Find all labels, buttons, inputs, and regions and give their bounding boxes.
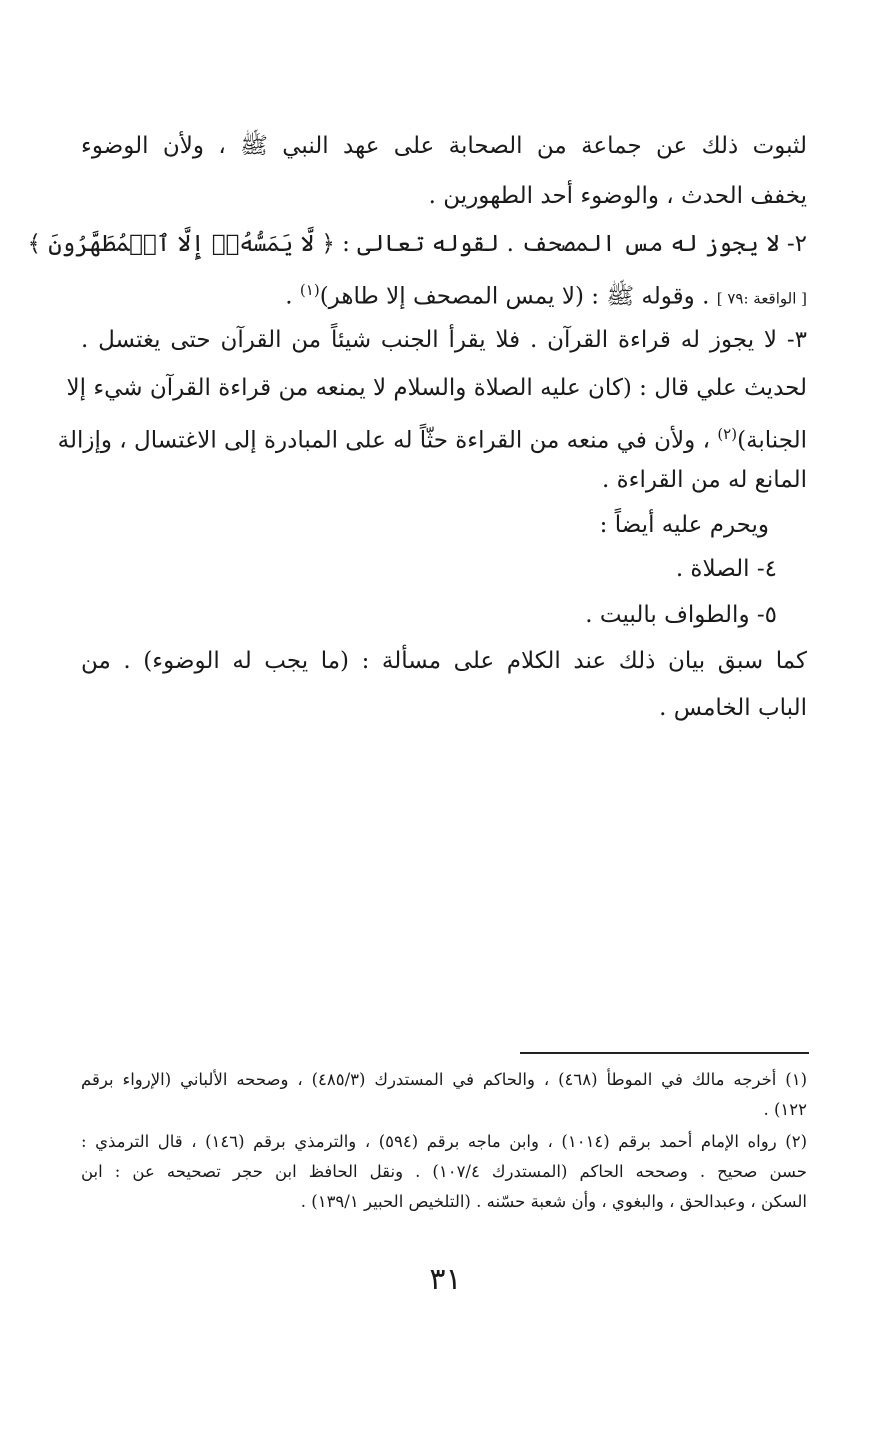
body-line-7-text: ، ولأن في منعه من القراءة حثّاً له على المبادرة إلى الاغتسال ، وإزالة <box>57 427 710 454</box>
janaba-word: الجنابة) <box>737 427 807 454</box>
footnote-marker-2: (٢) <box>717 425 738 443</box>
body-line-6: لحديث علي قال : (كان عليه الصلاة والسلام لا يمنعه من قراءة القرآن شيء إلا <box>66 375 807 401</box>
body-line-8: المانع له من القراءة . <box>601 467 807 493</box>
footnote-2-line-2: حسن صحيح . وصححه الحاكم (المستدرك ١٠٧/٤) . ونقل الحافظ ابن حجر تصحيحه عن : ابن <box>81 1162 807 1181</box>
footnote-2-line-3: السكن ، وعبدالحق ، والبغوي ، وأن شعبة حسّنه . (التلخيص الحبير ١٣٩/١) . <box>300 1192 807 1211</box>
body-line-5: ٣- لا يجوز له قراءة القرآن . فلا يقرأ الجنب شيئاً من القرآن حتى يغتسل . <box>81 327 807 353</box>
body-line-13: الباب الخامس . <box>659 695 807 721</box>
body-line-12: كما سبق بيان ذلك عند الكلام على مسألة : (ما يجب له الوضوء) . من <box>81 648 807 674</box>
body-line-3: ٢- لا يجوز له مس المصحف . لقوله تعالى : ﴿ لَّا يَمَسُّهُۥٓ إِلَّا ٱلۡمُطَهَّرُونَ ﴾ <box>27 231 807 257</box>
footnote-marker-1: (١) <box>299 281 320 299</box>
body-line-7 <box>57 416 807 459</box>
body-line-9: ويحرم عليه أيضاً : <box>599 512 769 538</box>
footnote-separator <box>520 1052 809 1054</box>
page-number: ٣١ <box>429 1262 462 1297</box>
list-item-4: ٤- الصلاة . <box>675 556 777 582</box>
footnote-2-line-1: (٢) رواه الإمام أحمد برقم (١٠١٤) ، وابن ماجه برقم (٥٩٤) ، والترمذي برقم (١٤٦) ، قال الترمذي : <box>81 1132 807 1151</box>
body-line-2: يخفف الحدث ، والوضوء أحد الطهورين . <box>428 183 807 209</box>
verse-reference: [ الواقعة :٧٩ ] <box>716 289 807 308</box>
body-line-1: لثبوت ذلك عن جماعة من الصحابة على عهد النبي ﷺ ، ولأن الوضوء <box>81 133 807 159</box>
hadith-text: . وقوله ﷺ : (لا يمس المصحف إلا طاهر) <box>319 283 710 310</box>
footnote-1-line-1: (١) أخرجه مالك في الموطأ (٤٦٨) ، والحاكم في المستدرك (٤٨٥/٣) ، وصححه الألباني (الإرواء برقم <box>81 1070 807 1089</box>
body-line-4 <box>81 272 807 317</box>
list-item-5: ٥- والطواف بالبيت . <box>585 602 777 628</box>
line-end-dot: . <box>285 283 293 310</box>
footnote-1-line-2: ١٢٢) . <box>763 1100 807 1119</box>
